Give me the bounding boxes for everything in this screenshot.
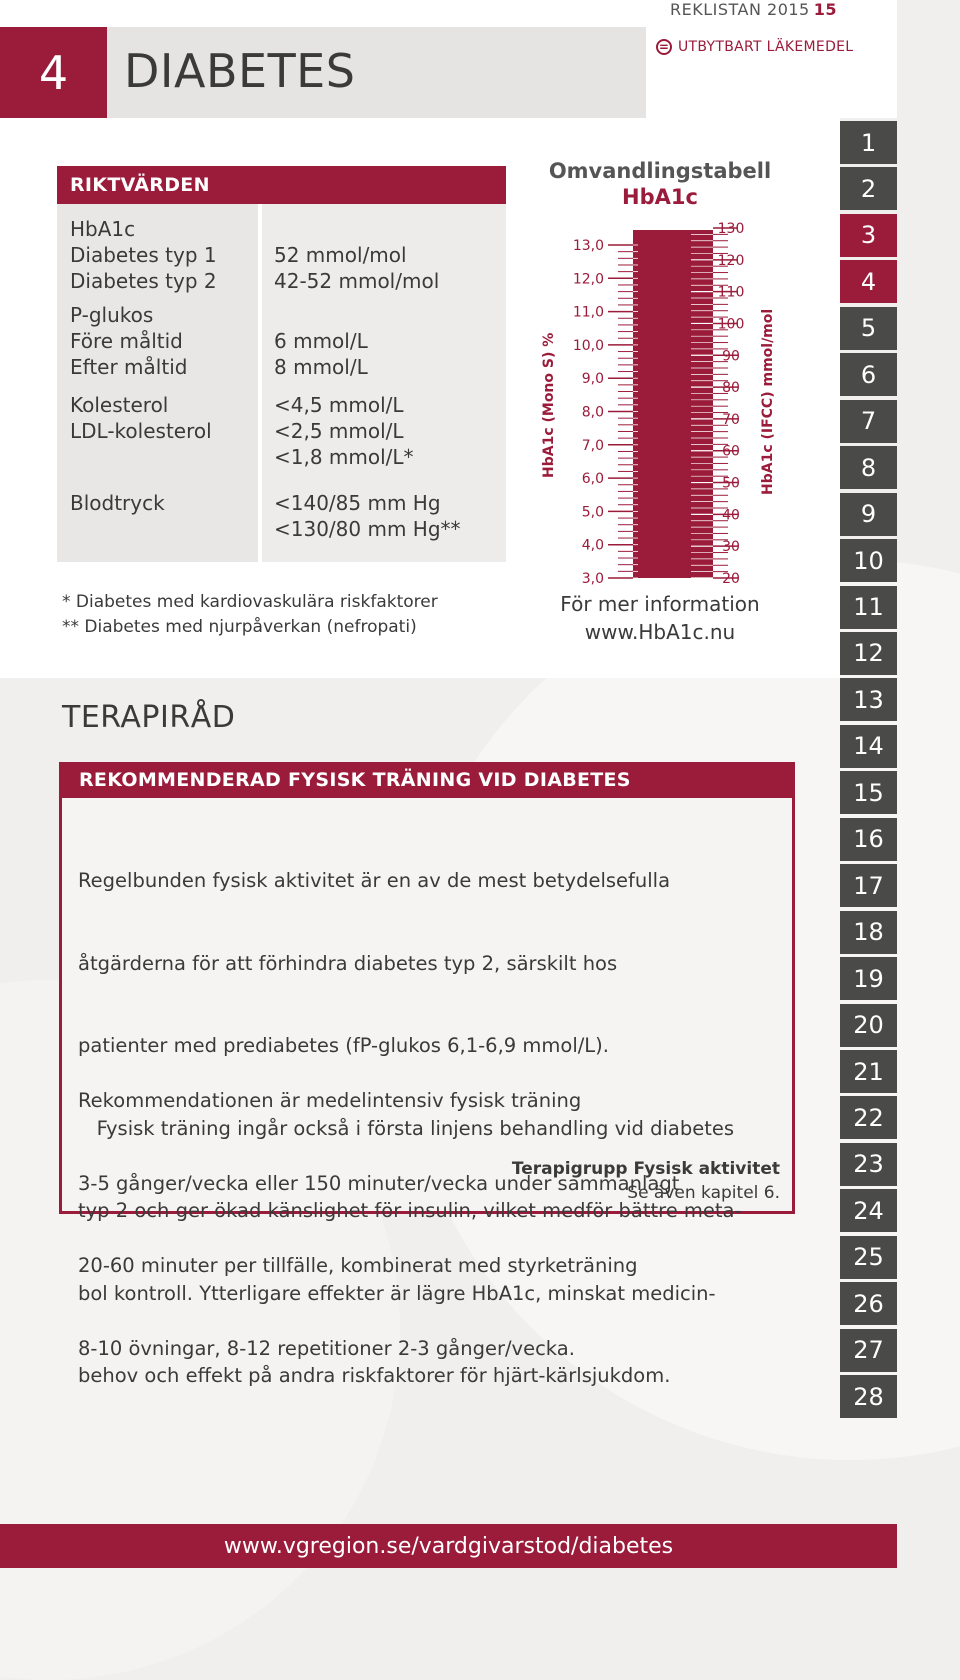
riktvarden-label: Före måltid — [70, 329, 183, 353]
chapter-number-box — [0, 27, 107, 118]
riktvarden-heading-text: RIKTVÄRDEN — [70, 174, 210, 196]
paragraph-line: 20-60 minuter per tillfälle, kombinerat med styrketräning — [78, 1254, 638, 1277]
left-tick-label: 9,0 — [581, 371, 604, 388]
paragraph-line: typ 2 och ger ökad känslighet för insulin, vilket medför bättre meta- — [78, 1199, 742, 1222]
footer-url[interactable]: www.vgregion.se/vardgivarstod/diabetes — [223, 1533, 674, 1559]
chapter-tab-13[interactable]: 13 — [840, 678, 897, 721]
chapter-title: DIABETES — [124, 44, 356, 98]
chapter-tab-21[interactable]: 21 — [840, 1050, 897, 1093]
right-tick-label: 90 — [722, 348, 740, 365]
chapter-tab-28[interactable]: 28 — [840, 1375, 897, 1418]
riktvarden-label: HbA1c — [70, 217, 136, 241]
chapter-tab-27[interactable]: 27 — [840, 1329, 897, 1372]
conversion-title-block — [540, 158, 780, 210]
riktvarden-label: P-glukos — [70, 303, 154, 327]
riktvarden-value: 6 mmol/L — [274, 329, 368, 353]
signature-block — [512, 1157, 780, 1205]
chapter-tab-20[interactable]: 20 — [840, 1004, 897, 1047]
paragraph-line: bol kontroll. Ytterligare effekter är lägre HbA1c, minskat medicin- — [78, 1281, 716, 1305]
conversion-subtitle: HbA1c — [622, 185, 698, 209]
paragraph-line: Rekommendationen är medelintensiv fysisk träning — [78, 1089, 582, 1112]
riktvarden-value: 52 mmol/mol — [274, 243, 407, 267]
right-tick-label: 130 — [717, 221, 745, 237]
chapter-tab-14[interactable]: 14 — [840, 725, 897, 768]
left-tick-label: 12,0 — [572, 271, 604, 288]
signature: Terapigrupp Fysisk aktivitet — [511, 1159, 780, 1179]
chapter-tab-3[interactable]: 3 — [840, 214, 897, 257]
right-tick-label: 50 — [722, 475, 740, 492]
right-axis-label: HbA1c (IFCC) mmol/mol — [760, 308, 776, 495]
left-tick-label: 5,0 — [581, 504, 604, 521]
left-tick-label: 11,0 — [572, 304, 604, 321]
left-axis-label: HbA1c (Mono S) % — [541, 332, 557, 478]
right-tick-label: 100 — [717, 316, 745, 333]
chapter-tab-6[interactable]: 6 — [840, 353, 897, 396]
chapter-tab-10[interactable]: 10 — [840, 539, 897, 582]
left-tick-label: 13,0 — [572, 238, 604, 254]
chapter-tab-26[interactable]: 26 — [840, 1282, 897, 1325]
riktvarden-label: Blodtryck — [70, 491, 165, 515]
chapter-tab-25[interactable]: 25 — [840, 1236, 897, 1279]
chapter-tab-8[interactable]: 8 — [840, 446, 897, 489]
right-tick-label: 30 — [722, 539, 740, 556]
right-tick-label: 70 — [722, 411, 740, 428]
publication-label — [670, 0, 837, 19]
riktvarden-value: <2,5 mmol/L — [274, 419, 404, 443]
chapter-tab-9[interactable]: 9 — [840, 493, 897, 536]
chapter-tab-12[interactable]: 12 — [840, 632, 897, 675]
riktvarden-value: 42-52 mmol/mol — [274, 269, 440, 293]
paragraph-line: Regelbunden fysisk aktivitet är en av de mest betydelsefulla — [78, 869, 671, 892]
paragraph-line: behov och effekt på andra riskfaktorer för hjärt-kärlsjukdom. — [78, 1364, 671, 1387]
left-tick-label: 4,0 — [581, 537, 604, 554]
right-tick-label: 120 — [717, 252, 745, 269]
paragraph-line: 3-5 gånger/vecka eller 150 minuter/vecka under sammanlagt — [78, 1171, 680, 1195]
riktvarden-value: 8 mmol/L — [274, 355, 368, 379]
chapter-tab-19[interactable]: 19 — [840, 957, 897, 1000]
chapter-number: 4 — [38, 45, 69, 100]
riktvarden-label: Efter måltid — [70, 355, 188, 379]
paragraph-line: åtgärderna för att förhindra diabetes typ 2, särskilt hos — [78, 951, 618, 975]
chapter-tab-11[interactable]: 11 — [840, 586, 897, 629]
chapter-tab-24[interactable]: 24 — [840, 1189, 897, 1232]
chapter-tab-4[interactable]: 4 — [840, 260, 897, 303]
chapter-tab-5[interactable]: 5 — [840, 307, 897, 350]
right-tick-label: 80 — [722, 380, 740, 397]
paragraph-line: Fysisk träning ingår också i första linjens behandling vid diabetes — [78, 1116, 735, 1140]
conversion-title: Omvandlingstabell — [548, 159, 772, 183]
left-tick-label: 6,0 — [581, 471, 604, 488]
paragraph-line: 8-10 övningar, 8-12 repetitioner 2-3 gånger/vecka. — [78, 1336, 575, 1360]
chapter-tab-17[interactable]: 17 — [840, 864, 897, 907]
right-tick-label: 60 — [722, 443, 740, 460]
paragraph-2 — [78, 1032, 679, 1390]
recommendation-heading — [59, 762, 795, 798]
right-tick-label: 20 — [722, 571, 740, 587]
riktvarden-value: <140/85 mm Hg — [274, 491, 441, 515]
exchangeable-drug-label — [646, 27, 897, 67]
exchangeable-text: UTBYTBART LÄKEMEDEL — [678, 39, 854, 55]
equals-circle-icon: = — [656, 39, 672, 55]
chapter-tab-2[interactable]: 2 — [840, 167, 897, 210]
right-tick-label: 110 — [717, 284, 745, 301]
riktvarden-value: <4,5 mmol/L — [274, 393, 404, 417]
riktvarden-label: LDL-kolesterol — [70, 419, 212, 443]
chapter-tab-7[interactable]: 7 — [840, 400, 897, 443]
footnote: * Diabetes med kardiovaskulära riskfaktorer — [62, 592, 438, 612]
left-tick-label: 3,0 — [581, 571, 604, 587]
left-tick-label: 7,0 — [581, 437, 604, 454]
chapter-tab-16[interactable]: 16 — [840, 818, 897, 861]
publication-name: REKLISTAN 2015 — [669, 0, 810, 19]
footnote: ** Diabetes med njurpåverkan (nefropati) — [62, 617, 417, 637]
right-tick-label: 40 — [722, 507, 740, 524]
riktvarden-divider — [258, 204, 262, 562]
section-title: TERAPIRÅD — [62, 700, 236, 735]
riktvarden-heading — [57, 166, 506, 204]
page-number: 15 — [813, 0, 837, 19]
conversion-scale-bar — [633, 230, 713, 578]
recommendation-heading-text: REKOMMENDERAD FYSISK TRÄNING VID DIABETES — [79, 769, 631, 791]
riktvarden-label: Diabetes typ 2 — [70, 269, 217, 293]
riktvarden-value: <130/80 mm Hg** — [274, 517, 461, 541]
riktvarden-label: Kolesterol — [70, 393, 169, 417]
left-tick-label: 10,0 — [572, 337, 604, 354]
more-info-link[interactable]: www.HbA1c.nu — [584, 620, 736, 644]
see-also: Se även kapitel 6. — [627, 1183, 780, 1203]
riktvarden-value: <1,8 mmol/L* — [274, 445, 414, 469]
conversion-scale — [540, 212, 780, 592]
chapter-tab-22[interactable]: 22 — [840, 1096, 897, 1139]
footer-bar — [0, 1524, 897, 1568]
chapter-tab-1[interactable]: 1 — [840, 121, 897, 164]
riktvarden-label: Diabetes typ 1 — [70, 243, 217, 267]
chapter-tab-23[interactable]: 23 — [840, 1143, 897, 1186]
more-info-text: För mer information — [560, 592, 760, 616]
paragraph-line: patienter med prediabetes (fP-glukos 6,1-6,9 mmol/L). — [78, 1034, 609, 1057]
chapter-tab-18[interactable]: 18 — [840, 911, 897, 954]
chapter-tab-15[interactable]: 15 — [840, 771, 897, 814]
more-info-block — [540, 590, 780, 646]
left-tick-label: 8,0 — [581, 404, 604, 421]
